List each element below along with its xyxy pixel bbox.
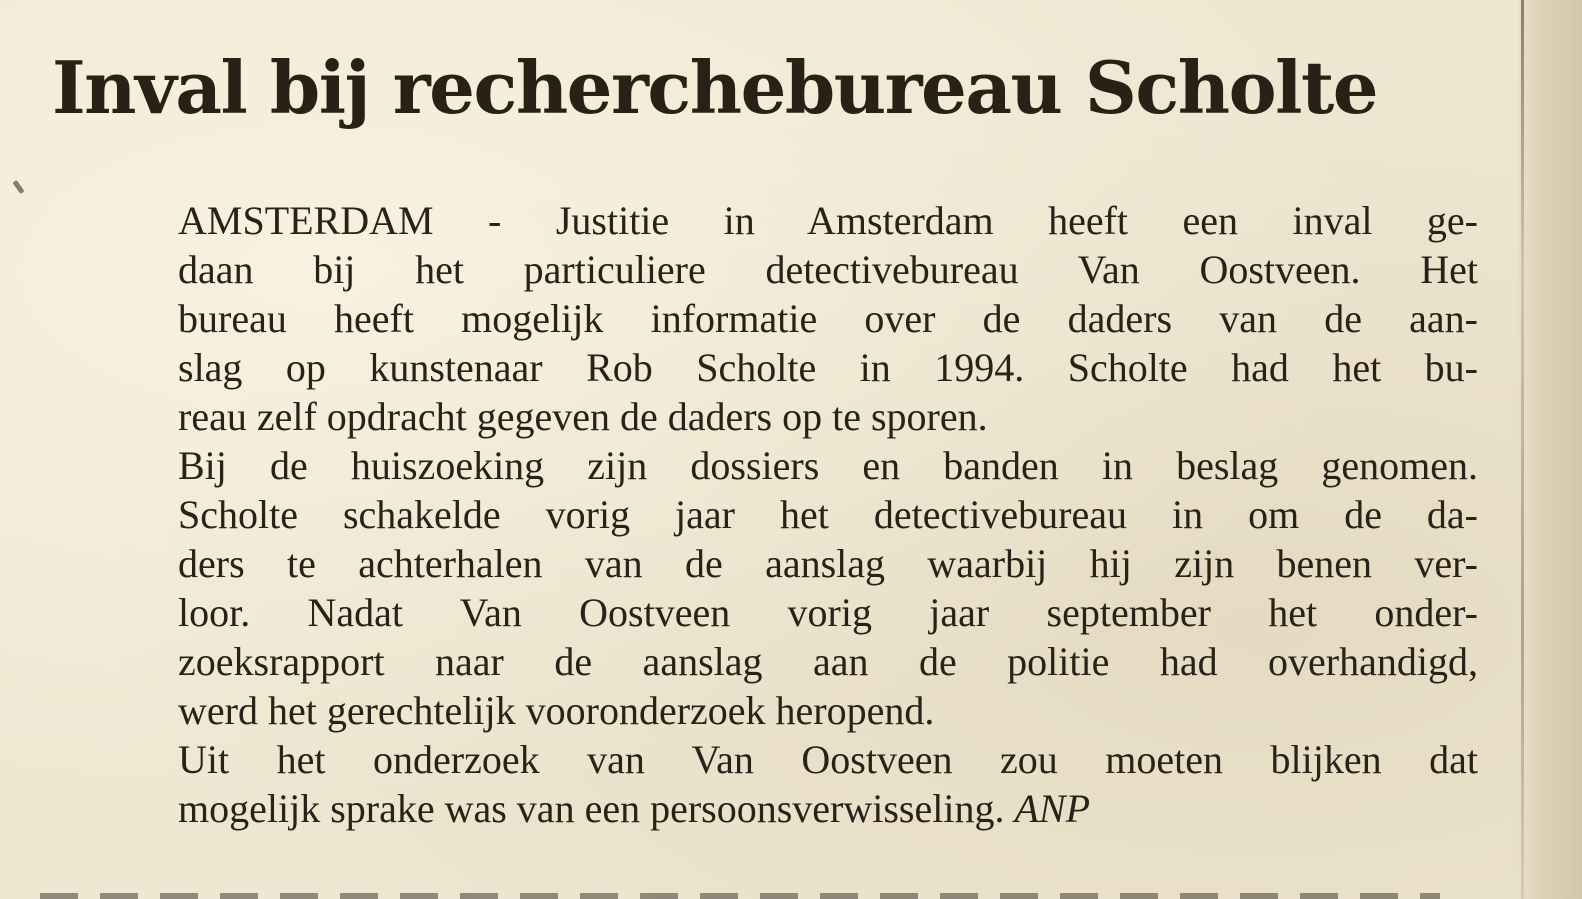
page-edge [1518, 0, 1582, 899]
article-line: ders te achterhalen van de aanslag waarbij hij zijn benen ver- [178, 541, 1478, 586]
ink-mark [12, 180, 24, 194]
article-line: Uit het onderzoek van Van Oostveen zou moeten blijken dat [178, 737, 1478, 782]
article-line: Scholte schakelde vorig jaar het detectivebureau in om de da- [178, 492, 1478, 537]
article-line: AMSTERDAM - Justitie in Amsterdam heeft een inval ge- [178, 198, 1478, 243]
article-line: daan bij het particuliere detectivebureau Van Oostveen. Het [178, 247, 1478, 292]
article-line: zoeksrapport naar de aanslag aan de politie had overhandigd, [178, 639, 1478, 684]
article-body [178, 196, 1478, 833]
article-headline: Inval bij recherchebureau Scholte [52, 45, 1378, 130]
article-line: reau zelf opdracht gegeven de daders op te sporen. [178, 394, 988, 439]
article-line: werd het gerechtelijk vooronderzoek heropend. [178, 688, 935, 733]
agency-credit: ANP [1014, 786, 1091, 831]
article-last-line [178, 784, 1478, 833]
article-line: loor. Nadat Van Oostveen vorig jaar september het onder- [178, 590, 1478, 635]
column-rule [1521, 0, 1524, 899]
article-line: Bij de huiszoeking zijn dossiers en banden in beslag genomen. [178, 443, 1478, 488]
article-line: slag op kunstenaar Rob Scholte in 1994. Scholte had het bu- [178, 345, 1478, 390]
cut-off-text-fragments [40, 887, 1440, 899]
article-line: bureau heeft mogelijk informatie over de daders van de aan- [178, 296, 1478, 341]
article-line: mogelijk sprake was van een persoonsverwisseling. [178, 786, 1005, 831]
